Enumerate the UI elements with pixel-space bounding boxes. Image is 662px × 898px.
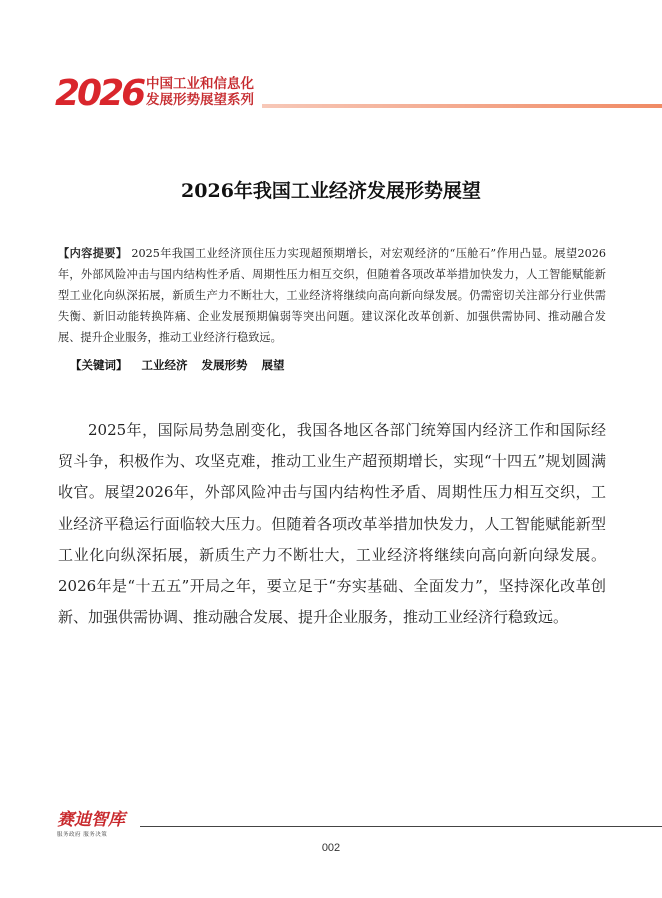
page-header (0, 66, 662, 116)
document-title: 2026年我国工业经济发展形势展望 (181, 180, 481, 202)
series-title-line2: 发展形势展望系列 (146, 92, 254, 108)
abstract-text: 2025年我国工业经济顶住压力实现超预期增长，对宏观经济的“压舱石”作用凸显。展望2026年，外部风险冲击与国内结构性矛盾、周期性压力相互交织，但随着各项改革举措加快发力，人工智能赋能新型工业化向纵深拓展，新质生产力不断壮大，工业经济将继续向高向新向绿发展。仍需密切关注部分行业供需失衡、新旧动能转换阵痛、企业发展预期偏弱等突出问题。建议深化改革创新、加强供需协同、推动融合发展、提升企业服务，推动工业经济行稳致远。 (58, 247, 606, 344)
series-logo-number: 2026 (55, 73, 144, 114)
footer-divider (140, 826, 662, 827)
keyword: 工业经济 (141, 358, 188, 372)
abstract (58, 243, 606, 348)
keyword: 发展形势 (201, 358, 248, 372)
footer-slogan: 服务政府 服务决策 (57, 832, 108, 838)
header-accent-bar (262, 104, 662, 108)
series-title-line1: 中国工业和信息化 (146, 76, 254, 92)
keywords-label: 【关键词】 (70, 358, 128, 372)
body-paragraph: 2025年，国际局势急剧变化，我国各地区各部门统筹国内经济工作和国际经贸斗争，积极作为、攻坚克难，推动工业生产超预期增长，实现“十四五”规划圆满收官。展望2026年，外部风险冲击与国内结构性矛盾、周期性压力相互交织，工业经济平稳运行面临较大压力。但随着各项改革举措加快发力，人工智能赋能新型工业化向纵深拓展，新质生产力不断壮大，工业经济将继续向高向新向绿发展。2026年是“十五五”开局之年，要立足于“夯实基础、全面发力”，坚持深化改革创新、加强供需协调、推动融合发展、提升企业服务，推动工业经济行稳致远。 (58, 421, 606, 627)
keywords (70, 355, 285, 376)
keyword: 展望 (261, 358, 285, 372)
page-number: 002 (321, 842, 341, 854)
abstract-label: 【内容提要】 (58, 246, 128, 260)
series-title (146, 76, 254, 108)
footer-brand-logo: 赛迪智库 (57, 810, 125, 830)
